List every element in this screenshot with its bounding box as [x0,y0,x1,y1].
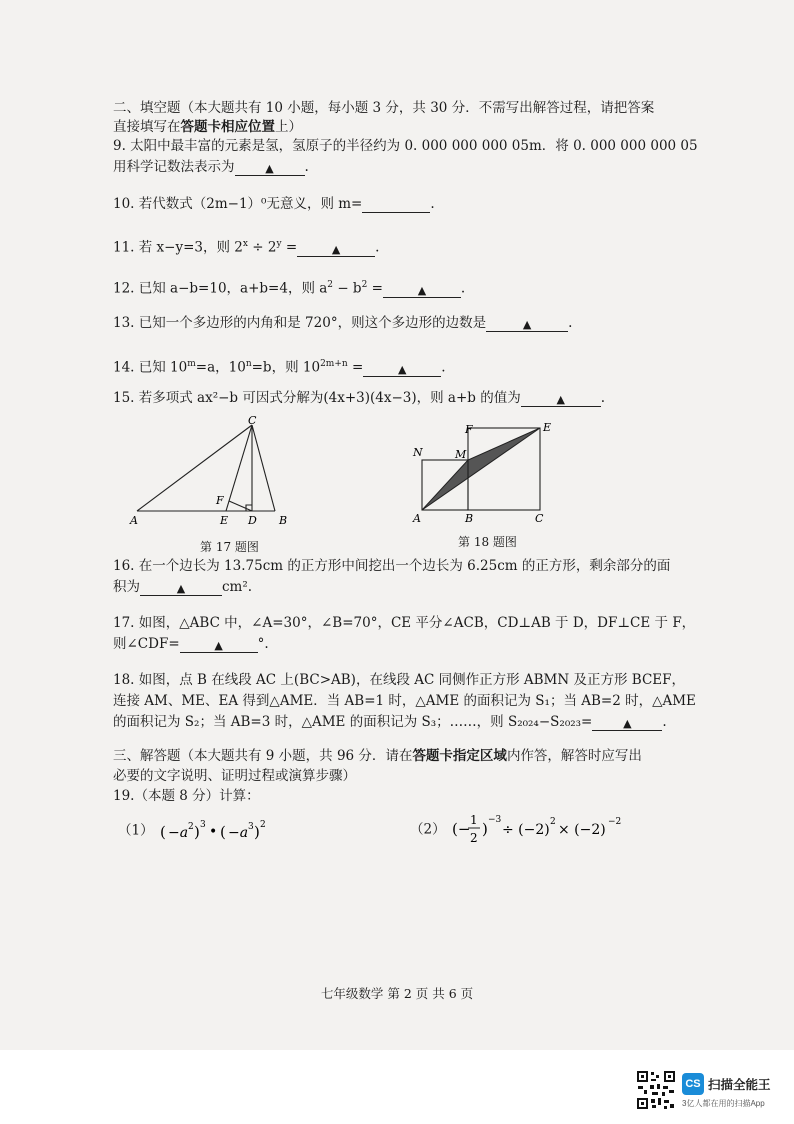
q10-line: 10. 若代数式（2m−1）⁰无意义，则 m= . [113,196,435,212]
svg-text:−3: −3 [487,815,502,825]
svg-text:(: ( [219,823,226,841]
svg-text:× (−2): × (−2) [557,822,606,838]
q17-unit: °. [257,636,269,652]
q11-line: 11. 若 x−y=3，则 $2^x \div 2^y$ = ▲ . [113,239,380,256]
q15-text: 15. 若多项式 ax²−b 可因式分解为(4x+3)(4x−3)，则 a+b 的值为 [113,390,521,406]
fig18-label-b: B [465,512,474,525]
q12-answer-blank[interactable] [383,281,461,298]
svg-text:(−: (− [451,820,471,838]
q16-unit: cm². [222,579,253,595]
blank-marker: ▲ [331,242,341,256]
q12-eq: = [367,280,383,297]
section2-title-text: 直接填写在 [113,119,181,135]
blank-marker: ▲ [522,318,532,331]
q19-part2 [410,810,640,850]
fig18-label-e: E [543,421,552,434]
q14-mid2: =b，则 10 [251,359,321,376]
q13-answer-blank[interactable] [486,315,568,332]
q18-line1: 18. 如图，点 B 在线段 AC 上(BC>AB)，在线段 AC 同侧作正方形 ABMN 及正方形 BCEF， [113,672,686,688]
q12-line: 12. 已知 a−b=10，a+b=4，则 $a^2 - b^2$ = ▲ . [113,280,466,297]
svg-text:−a: −a [227,825,248,841]
q11-answer-blank[interactable] [297,240,375,257]
q9-line1: 9. 太阳中最丰富的元素是氢，氢原子的半径约为 0. 000 000 000 05m．将 0. 000 000 000 05 [113,138,698,154]
svg-text:−a: −a [167,825,188,841]
blank-marker: ▲ [176,582,186,595]
q12-exp2: 2 [361,280,368,290]
q11-text: 11. 若 x−y=3，则 2 [113,239,243,256]
svg-text:(: ( [159,823,166,841]
q14-text: 14. 已知 10 [113,359,188,376]
q17-answer-blank[interactable] [180,636,258,653]
q14-exp3: 2m+n [320,359,348,369]
q18-line2: 连接 AM、ME、EA 得到△AME．当 AB=1 时，△AME 的面积记为 S₁；当 AB=2 时，△AME [113,693,696,709]
q14-line: 14. 已知 $10^m=a$，$10^n=b$，则 $10^{2m+n}$ = ▲ . [113,359,446,376]
svg-text:2: 2 [259,820,266,830]
blank-marker: ▲ [398,362,407,376]
page-footer: 七年级数学 第 2 页 共 6 页 [320,986,474,1001]
blank-marker: ▲ [556,393,565,406]
figure-18-caption: 第 18 题图 [458,535,517,549]
q19-part2-label: （2） [410,821,446,838]
svg-text:3: 3 [247,822,254,832]
q10-text: 10. 若代数式（2m−1）⁰无意义，则 m= [113,196,363,212]
q11-exp1: x [242,239,248,249]
section3-title-line1 [113,747,642,765]
q17-text: 则∠CDF= [113,636,180,652]
q13-line: 13. 已知一个多边形的内角和是 720°，则这个多边形的边数是 ▲ . [113,315,573,331]
q16-answer-blank[interactable] [140,579,222,596]
q9-answer-blank[interactable] [235,159,305,176]
svg-text:3: 3 [199,820,206,830]
q16-text: 积为 [113,579,140,595]
q14-exp2: n [245,359,252,369]
section3-title-tail: 内作答，解答时应写出 [506,748,642,764]
q12-exp1: 2 [327,280,334,290]
q16-line1: 16. 在一个边长为 13.75cm 的正方形中间挖出一个边长为 6.25cm 的正方形，剩余部分的面 [113,558,671,574]
q15-line: 15. 若多项式 ax²−b 可因式分解为(4x+3)(4x−3)，则 a+b 的值为 ▲ . [113,390,606,406]
svg-text:2: 2 [549,817,556,827]
figure-17-caption: 第 17 题图 [200,540,259,554]
svg-text:): ) [193,823,200,841]
q18-answer-blank[interactable] [592,714,662,731]
svg-text:): ) [253,823,260,841]
svg-text:•: • [208,824,218,840]
section2-title-line1: 二、填空题（本大题共有 10 小题，每小题 3 分，共 30 分．不需写出解答过程，请把答案 [113,100,655,116]
figure-17-diagram [128,415,298,530]
fig18-label-a: A [413,512,421,525]
q19-part1-expression [158,818,278,844]
scanner-app-slogan: 3亿人都在用的扫描App [682,1099,765,1108]
section3-title-line2: 必要的文字说明、证明过程或演算步骤） [113,768,356,784]
svg-text:): ) [481,820,488,838]
fig17-label-e: E [220,514,229,527]
svg-text:÷ (−2): ÷ (−2) [501,822,550,838]
blank-marker: ▲ [265,162,274,175]
q9-line2: 用科学记数法表示为 ▲ . [113,159,309,175]
blank-marker: ▲ [214,639,223,652]
q17-line1: 17. 如图，△ABC 中，∠A=30°，∠B=70°，CE 平分∠ACB，CD⊥AB 于 D，DF⊥CE 于 F， [113,615,696,631]
q18-line3: 的面积记为 S₂；当 AB=3 时，△AME 的面积记为 S₃；……，则 S₂₀₂₄−S₂₀₂₃= ▲ . [113,714,667,730]
fig17-label-b: B [279,514,288,527]
q16-line2 [113,578,252,596]
blank-marker: ▲ [417,283,427,297]
q10-answer-blank[interactable] [362,196,430,213]
svg-text:2: 2 [187,822,194,832]
q12-text: 12. 已知 a−b=10，a+b=4，则 a [113,280,328,297]
q19-title: 19.（本题 8 分）计算： [113,788,260,804]
section3-title-emphasis: 答题卡指定区域 [412,748,507,764]
figure-18-diagram [410,418,560,528]
svg-text:2: 2 [469,831,478,845]
q11-exp2: y [276,239,282,249]
q14-exp1: m [187,359,196,369]
fig18-label-n: N [413,446,423,459]
q19-part1-label: （1） [118,822,154,839]
q15-answer-blank[interactable] [521,390,601,407]
scanner-app-name: 扫描全能王 [708,1078,771,1092]
fig18-label-m: M [455,448,467,461]
q13-text: 13. 已知一个多边形的内角和是 720°，则这个多边形的边数是 [113,315,487,331]
section2-title-tail: 上） [275,119,302,135]
q11-mid: ÷ 2 [247,239,277,256]
fig17-label-d: D [248,514,257,527]
q11-eq: = [281,239,298,256]
q19-part2-expression [450,810,640,850]
svg-text:−2: −2 [607,817,622,827]
fig17-label-c: C [248,415,257,427]
section2-title-line2 [113,118,302,136]
svg-text:1: 1 [469,813,478,827]
q14-mid1: =a，10 [195,359,246,376]
qr-code-icon [636,1070,676,1110]
q12-mid: − b [333,280,362,297]
section2-title-emphasis: 答题卡相应位置 [180,119,275,135]
camscanner-logo-icon: CS [682,1073,704,1095]
fig18-label-c: C [535,512,544,525]
q14-answer-blank[interactable] [363,360,441,377]
fig17-label-a: A [130,514,138,527]
q17-line2 [113,635,269,653]
section3-title-text: 三、解答题（本大题共有 9 小题，共 96 分．请在 [113,748,413,764]
q9-text: 用科学记数法表示为 [113,159,235,175]
q14-eq: = [347,359,364,376]
fig18-label-f: F [465,423,473,436]
q19-part1 [118,818,278,844]
fig17-label-f: F [216,494,224,507]
q18-text: 的面积记为 S₂；当 AB=3 时，△AME 的面积记为 S₃；……，则 S₂₀₂₄−S₂₀₂₃= [113,714,593,730]
blank-marker: ▲ [623,717,632,730]
